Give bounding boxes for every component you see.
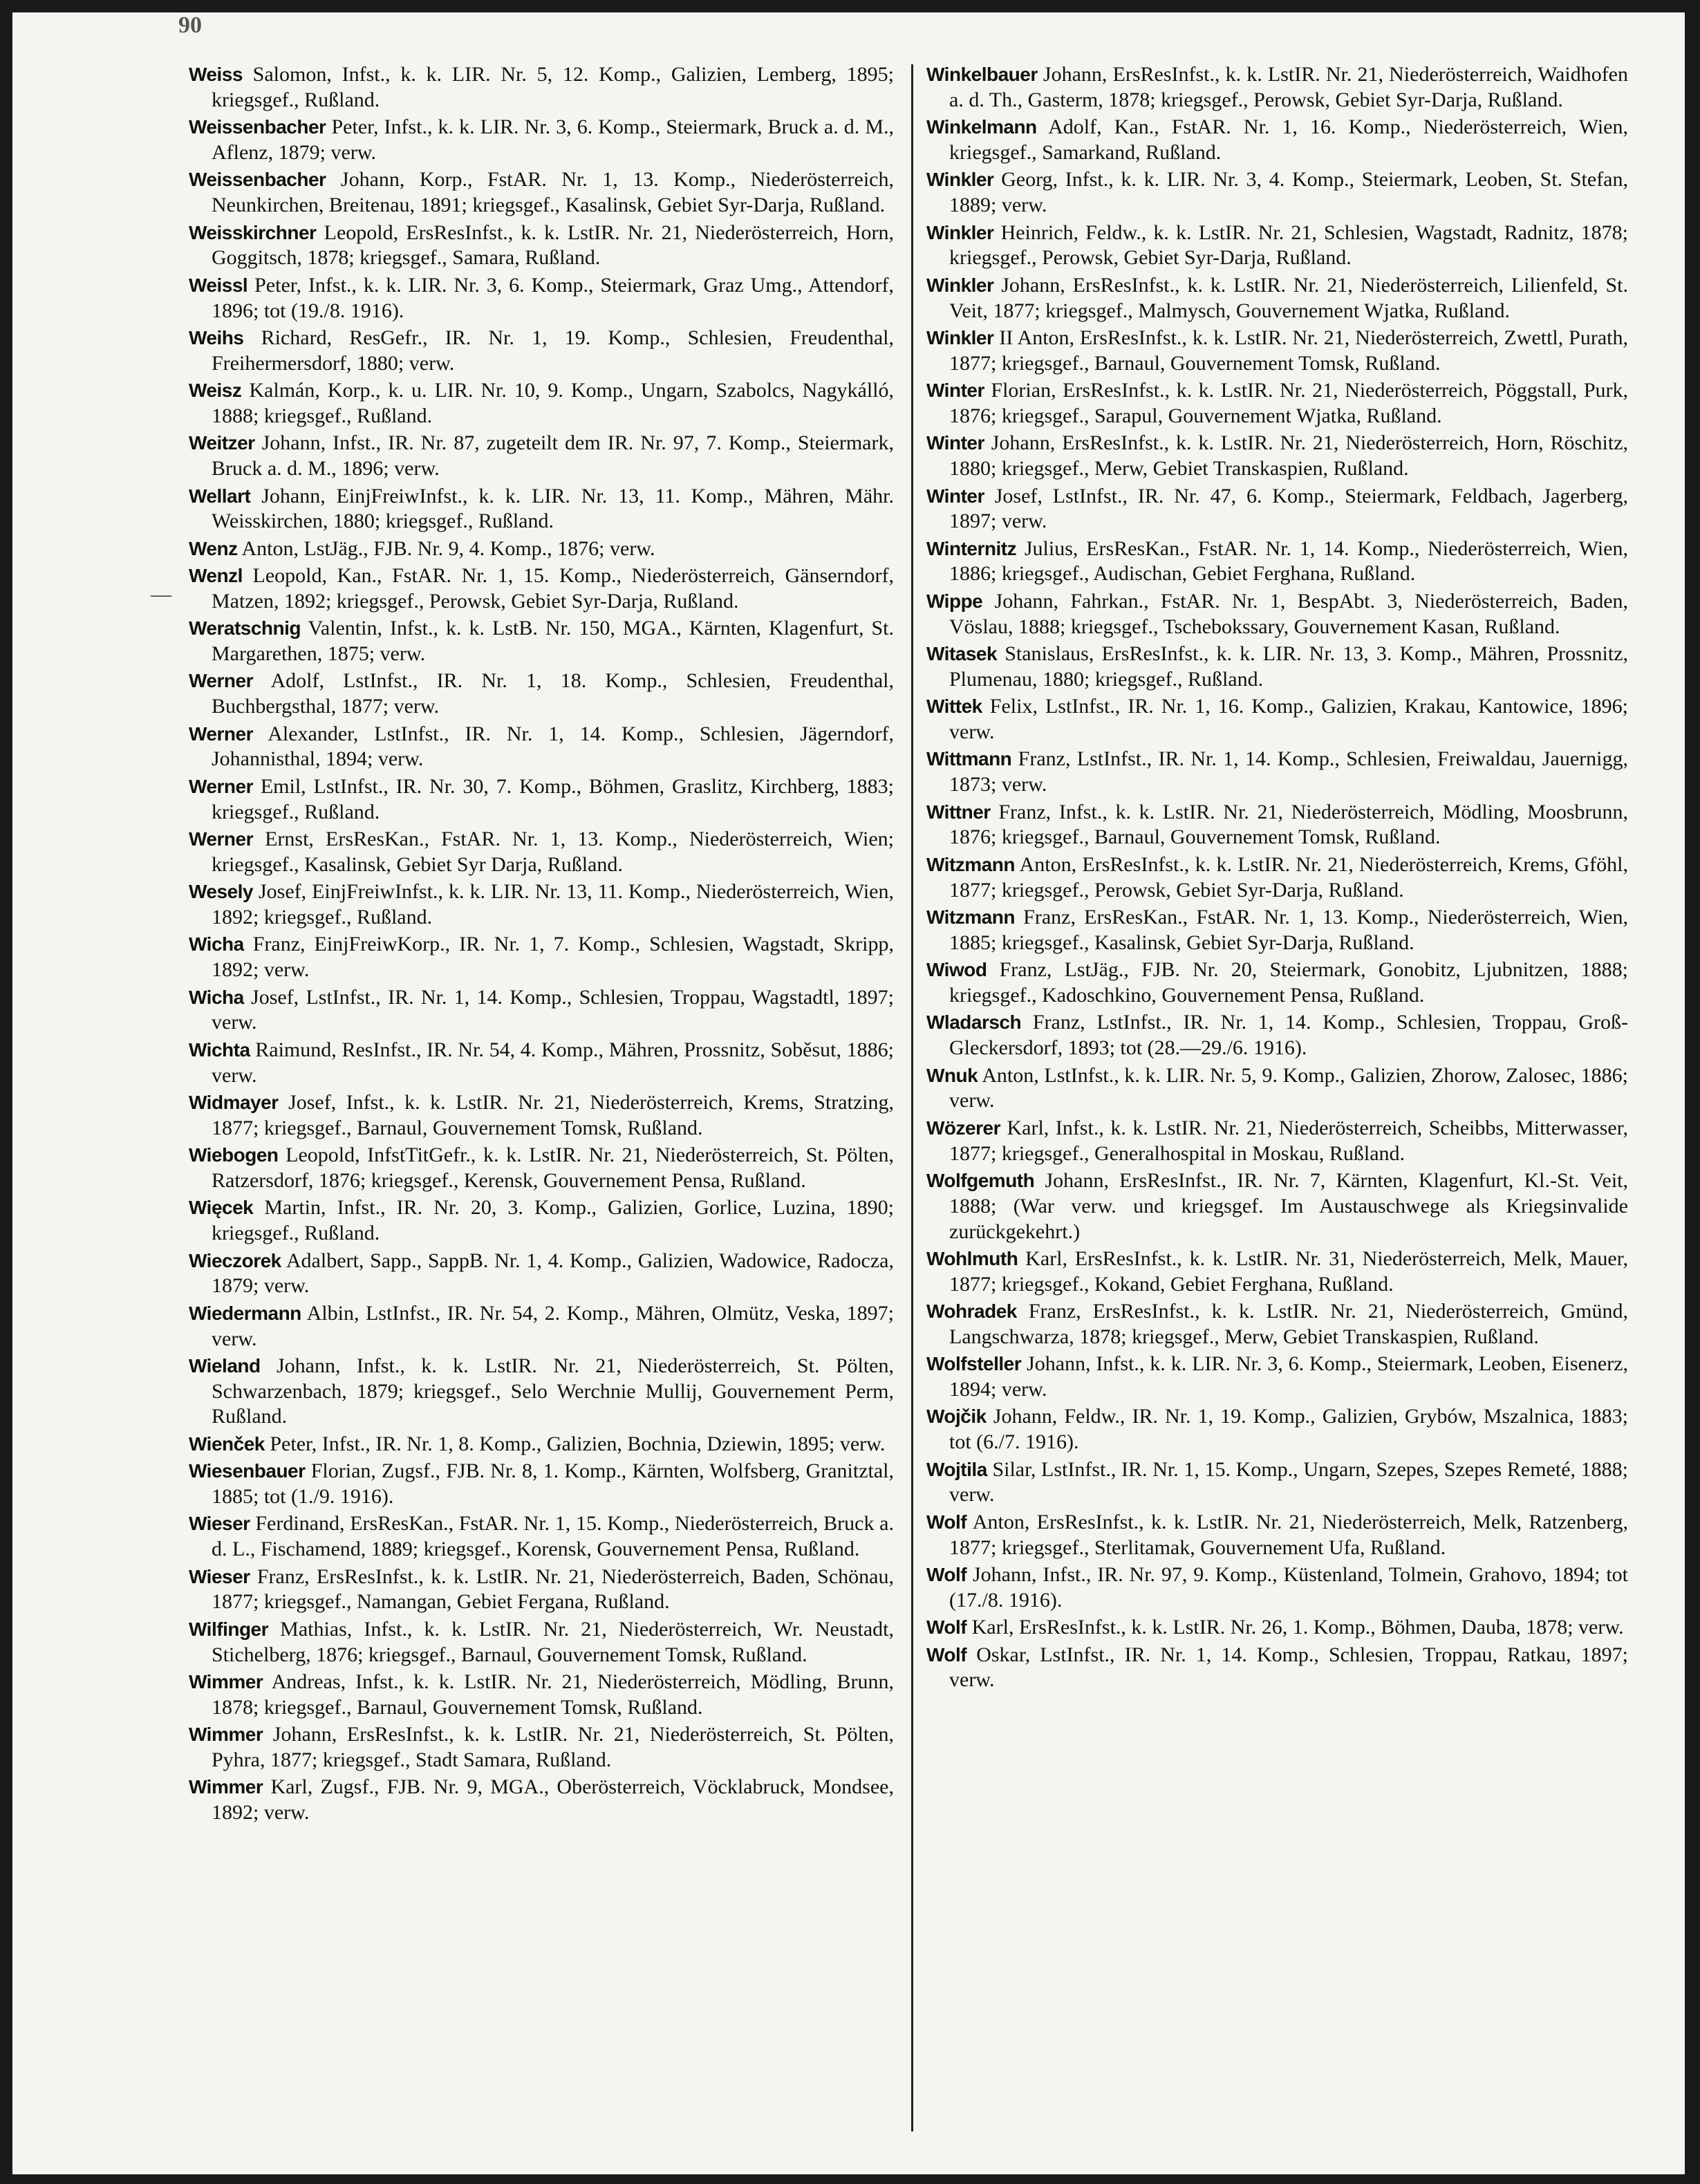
entry-surname: Witasek	[926, 643, 998, 665]
entry-details: Albin, LstInfst., IR. Nr. 54, 2. Komp., Mähren, Olmütz, Veska, 1897; verw.	[212, 1301, 894, 1350]
casualty-entry	[189, 616, 894, 667]
entry-surname: Wenz	[189, 537, 238, 559]
entry-surname: Widmayer	[189, 1091, 279, 1113]
entry-surname: Weiss	[189, 64, 243, 85]
casualty-entry	[926, 852, 1628, 904]
casualty-entry	[926, 62, 1628, 113]
casualty-entry	[926, 378, 1628, 429]
entry-details: Ernst, ErsResKan., FstAR. Nr. 1, 13. Komp., Niederösterreich, Wien; kriegsgef., Kasalinsk, Gebiet Syr Darja, Rußland.	[212, 828, 894, 876]
entry-surname: Wolfsteller	[926, 1353, 1022, 1375]
entry-details: Johann, Infst., IR. Nr. 97, 9. Komp., Küstenland, Tolmein, Grahovo, 1894; tot (17./8. 1916).	[949, 1563, 1629, 1612]
entry-details: Franz, LstInfst., IR. Nr. 1, 14. Komp., Schlesien, Freiwaldau, Jauernigg, 1873; verw.	[949, 747, 1628, 796]
casualty-entry	[926, 747, 1628, 798]
casualty-entry	[926, 1063, 1628, 1114]
entry-surname: Wieser	[189, 1513, 250, 1535]
casualty-entry	[189, 985, 894, 1036]
entry-surname: Winkelmann	[926, 116, 1037, 138]
entry-surname: Wohradek	[926, 1300, 1017, 1323]
entry-surname: Więcek	[189, 1197, 254, 1219]
entry-surname: Weihs	[189, 326, 244, 348]
entry-details: Heinrich, Feldw., k. k. LstIR. Nr. 21, Schlesien, Wagstadt, Radnitz, 1878; kriegsgef., Perowsk, Gebiet Syr-Darja, Rußland.	[949, 221, 1629, 270]
casualty-entry	[189, 879, 894, 931]
entry-details: Alexander, LstInfst., IR. Nr. 1, 14. Komp., Schlesien, Jägerndorf, Johannisthal, 1894; verw.	[212, 722, 894, 771]
casualty-entry	[926, 1510, 1628, 1561]
entry-surname: Wiebogen	[189, 1144, 279, 1166]
casualty-entry	[926, 273, 1628, 324]
entry-details: II Anton, ErsResInfst., k. k. LstIR. Nr. 21, Niederösterreich, Zwettl, Purath, 1877; kriegsgef., Barnaul, Gouvernement Tomsk, Rußland.	[949, 326, 1628, 375]
casualty-entry	[189, 484, 894, 535]
casualty-entry	[189, 273, 894, 324]
entry-details: Karl, Zugsf., FJB. Nr. 9, MGA., Oberösterreich, Vöcklabruck, Mondsee, 1892; verw.	[212, 1775, 894, 1824]
entry-surname: Winter	[926, 432, 984, 454]
entry-details: Franz, ErsResKan., FstAR. Nr. 1, 13. Komp., Niederösterreich, Wien, 1885; kriegsgef., Kasalinsk, Gebiet Syr-Darja, Rußland.	[949, 906, 1629, 954]
entry-details: Franz, LstJäg., FJB. Nr. 20, Steiermark, Gonobitz, Ljubnitzen, 1888; kriegsgef., Kadoschkino, Gouvernement Pensa, Rußland.	[949, 958, 1629, 1007]
casualty-entry	[189, 563, 894, 615]
entry-surname: Wolfgemuth	[926, 1169, 1035, 1191]
casualty-entry	[189, 1195, 894, 1247]
margin-mark: —	[151, 583, 171, 606]
entry-details: Johann, EinjFreiwInfst., k. k. LIR. Nr. 13, 11. Komp., Mähren, Mähr. Weisskirchen, 1880; kriegsgef., Rußland.	[212, 484, 894, 533]
entry-surname: Wilfinger	[189, 1618, 269, 1640]
entry-surname: Wolf	[926, 1616, 967, 1639]
casualty-entry	[189, 722, 894, 773]
casualty-entry	[926, 1010, 1628, 1061]
entry-surname: Witzmann	[926, 906, 1015, 928]
casualty-entry	[926, 1168, 1628, 1244]
casualty-entry	[926, 167, 1628, 218]
casualty-entry	[189, 1459, 894, 1510]
entry-surname: Werner	[189, 775, 253, 797]
entry-surname: Wellart	[189, 485, 251, 507]
casualty-entry	[189, 221, 894, 272]
entry-details: Johann, Feldw., IR. Nr. 1, 19. Komp., Galizien, Grybów, Mszalnica, 1883; tot (6./7. 1916).	[949, 1405, 1628, 1454]
entry-surname: Winkler	[926, 221, 994, 243]
casualty-entry	[926, 800, 1628, 851]
column-divider	[911, 64, 913, 2131]
casualty-entry	[926, 1116, 1628, 1167]
entry-details: Raimund, ResInfst., IR. Nr. 54, 4. Komp., Mähren, Prossnitz, Soběsut, 1886; verw.	[212, 1038, 895, 1087]
casualty-entry	[926, 431, 1628, 482]
entry-details: Franz, ErsResInfst., k. k. LstIR. Nr. 21, Niederösterreich, Gmünd, Langschwarza, 1878; kriegsgef., Merw, Gebiet Transkaspien, Rußland.	[949, 1300, 1629, 1348]
casualty-entry	[926, 221, 1628, 272]
entry-details: Salomon, Infst., k. k. LIR. Nr. 5, 12. Komp., Galizien, Lemberg, 1895; kriegsgef., Rußland.	[212, 63, 894, 111]
entry-details: Valentin, Infst., k. k. LstB. Nr. 150, MGA., Kärnten, Klagenfurt, St. Margarethen, 1875; verw.	[212, 617, 894, 666]
entry-details: Johann, ErsResInfst., k. k. LstIR. Nr. 21, Niederösterreich, Waidhofen a. d. Th., Gasterm, 1878; kriegsgef., Perowsk, Gebiet Syr-Darja, Rußland.	[949, 63, 1628, 111]
casualty-entry	[189, 1354, 894, 1430]
entry-surname: Wojtila	[926, 1458, 987, 1480]
entry-details: Johann, ErsResInfst., k. k. LstIR. Nr. 21, Niederösterreich, St. Pölten, Pyhra, 1877; kriegsgef., Stadt Samara, Rußland.	[212, 1723, 895, 1771]
entry-details: Peter, Infst., IR. Nr. 1, 8. Komp., Galizien, Bochnia, Dziewin, 1895; verw.	[270, 1432, 886, 1455]
entry-details: Georg, Infst., k. k. LIR. Nr. 3, 4. Komp., Steiermark, Leoben, St. Stefan, 1889; verw.	[949, 168, 1628, 217]
entry-surname: Winkelbauer	[926, 64, 1038, 85]
entry-details: Johann, Infst., k. k. LIR. Nr. 3, 6. Komp., Steiermark, Leoben, Eisenerz, 1894; verw.	[949, 1352, 1629, 1401]
entry-details: Josef, LstInfst., IR. Nr. 47, 6. Komp., Steiermark, Feldbach, Jagerberg, 1897; verw.	[949, 484, 1629, 533]
entry-surname: Wittmann	[926, 748, 1012, 770]
entry-details: Andreas, Infst., k. k. LstIR. Nr. 21, Niederösterreich, Mödling, Brunn, 1878; kriegsgef., Barnaul, Gouvernement Tomsk, Rußland.	[212, 1670, 894, 1719]
entry-surname: Werner	[189, 670, 253, 692]
entry-surname: Wojčik	[926, 1406, 987, 1428]
entry-details: Adalbert, Sapp., SappB. Nr. 1, 4. Komp., Galizien, Wadowice, Radocza, 1879; verw.	[212, 1249, 894, 1298]
casualty-entry	[189, 1670, 894, 1721]
casualty-entry	[189, 1565, 894, 1616]
entry-details: Peter, Infst., k. k. LIR. Nr. 3, 6. Komp., Steiermark, Bruck a. d. M., Aflenz, 1879; verw.	[212, 115, 895, 164]
entry-surname: Weratschnig	[189, 617, 301, 640]
entry-details: Johann, Fahrkan., FstAR. Nr. 1, BespAbt. 3, Niederösterreich, Baden, Vöslau, 1888; kriegsgef., Tschebokssary, Gouvernement Kasan, Rußland.	[949, 589, 1629, 638]
entry-surname: Werner	[189, 828, 253, 850]
casualty-entry	[189, 431, 894, 482]
casualty-entry	[189, 1775, 894, 1826]
entry-details: Leopold, InfstTitGefr., k. k. LstIR. Nr. 21, Niederösterreich, St. Pölten, Ratzersdorf, 1876; kriegsgef., Kerensk, Gouvernement Pensa, Rußland.	[212, 1144, 894, 1192]
entry-details: Johann, ErsResInfst., IR. Nr. 7, Kärnten, Klagenfurt, Kl.-St. Veit, 1888; (War verw. und kriegsgef. Im Austauschwege als Kriegsinvalide zurückgekehrt.)	[949, 1168, 1628, 1243]
entry-surname: Wözerer	[926, 1117, 1000, 1139]
casualty-entry	[926, 484, 1628, 535]
entry-surname: Wohlmuth	[926, 1247, 1018, 1269]
entry-details: Johann, Infst., k. k. LstIR. Nr. 21, Niederösterreich, St. Pölten, Schwarzenbach, 1879; kriegsgef., Selo Werchnie Mullij, Gouvernement Perm, Rußland.	[212, 1354, 894, 1428]
casualty-entry	[189, 1301, 894, 1352]
casualty-entry	[189, 1038, 894, 1089]
entry-details: Johann, Infst., IR. Nr. 87, zugeteilt dem IR. Nr. 97, 7. Komp., Steiermark, Bruck a. d. M., 1896; verw.	[212, 431, 894, 480]
casualty-entry	[926, 536, 1628, 588]
entry-details: Leopold, Kan., FstAR. Nr. 1, 15. Komp., Niederösterreich, Gänserndorf, Matzen, 1892; kriegsgef., Perowsk, Gebiet Syr-Darja, Rußland.	[212, 564, 894, 613]
entry-details: Johann, ErsResInfst., k. k. LstIR. Nr. 21, Niederösterreich, Horn, Röschitz, 1880; kriegsgef., Merw, Gebiet Transkaspien, Rußland.	[949, 431, 1629, 480]
entry-surname: Wesely	[189, 881, 253, 903]
entry-surname: Wieser	[189, 1565, 250, 1587]
entry-surname: Werner	[189, 722, 253, 745]
entry-details: Kalmán, Korp., k. u. LIR. Nr. 10, 9. Komp., Ungarn, Szabolcs, Nagykálló, 1888; kriegsgef., Rußland.	[212, 379, 894, 427]
entry-details: Josef, LstInfst., IR. Nr. 1, 14. Komp., Schlesien, Troppau, Wagstadtl, 1897; verw.	[212, 985, 894, 1034]
casualty-entry	[926, 326, 1628, 377]
entry-details: Julius, ErsResKan., FstAR. Nr. 1, 14. Komp., Niederösterreich, Wien, 1886; kriegsgef., Audischan, Gebiet Ferghana, Rußland.	[949, 536, 1629, 586]
entry-surname: Weissl	[189, 274, 248, 296]
casualty-entry	[189, 536, 894, 562]
casualty-entry	[926, 1643, 1628, 1694]
entry-surname: Wicha	[189, 986, 244, 1008]
casualty-entry	[189, 1249, 894, 1300]
casualty-entry	[189, 378, 894, 429]
entry-details: Josef, Infst., k. k. LstIR. Nr. 21, Niederösterreich, Krems, Stratzing, 1877; kriegsgef., Barnaul, Gouvernement Tomsk, Rußland.	[212, 1090, 895, 1139]
casualty-entry	[189, 827, 894, 878]
entry-details: Ferdinand, ErsResKan., FstAR. Nr. 1, 15. Komp., Niederösterreich, Bruck a. d. L., Fischamend, 1889; kriegsgef., Korensk, Gouvernement Pensa, Rußland.	[212, 1512, 894, 1561]
entry-surname: Wiesenbauer	[189, 1460, 306, 1482]
entry-details: Anton, ErsResInfst., k. k. LstIR. Nr. 21, Niederösterreich, Melk, Ratzenberg, 1877; kriegsgef., Sterlitamak, Gouvernement Ufa, Rußland.	[949, 1510, 1628, 1559]
entry-surname: Wladarsch	[926, 1011, 1022, 1034]
entry-details: Florian, Zugsf., FJB. Nr. 8, 1. Komp., Kärnten, Wolfsberg, Granitztal, 1885; tot (1./9. 1916).	[212, 1459, 895, 1509]
casualty-entry	[189, 1722, 894, 1773]
entry-details: Johann, ErsResInfst., k. k. LstIR. Nr. 21, Niederösterreich, Lilienfeld, St. Veit, 1877; kriegsgef., Malmysch, Gouvernement Wjatka, Rußland.	[949, 273, 1628, 322]
entry-details: Stanislaus, ErsResInfst., k. k. LIR. Nr. 13, 3. Komp., Mähren, Prossnitz, Plumenau, 1880; kriegsgef., Rußland.	[949, 642, 1629, 691]
right-column	[926, 62, 1628, 1695]
casualty-entry	[926, 958, 1628, 1009]
casualty-entry	[189, 669, 894, 720]
entry-surname: Winternitz	[926, 537, 1017, 559]
entry-surname: Weissenbacher	[189, 116, 326, 138]
casualty-entry	[189, 326, 894, 377]
entry-details: Mathias, Infst., k. k. LstIR. Nr. 21, Niederösterreich, Wr. Neustadt, Stichelberg, 1876; kriegsgef., Barnaul, Gouvernement Tomsk, Rußland.	[212, 1617, 894, 1666]
entry-surname: Wieczorek	[189, 1249, 281, 1271]
entry-surname: Winkler	[926, 326, 994, 348]
page-number: 90	[178, 12, 202, 38]
entry-details: Adolf, LstInfst., IR. Nr. 1, 18. Komp., Schlesien, Freudenthal, Buchbergsthal, 1877; verw.	[212, 669, 894, 718]
casualty-entry	[926, 1404, 1628, 1455]
entry-details: Franz, ErsResInfst., k. k. LstIR. Nr. 21, Niederösterreich, Baden, Schönau, 1877; kriegsgef., Namangan, Gebiet Fergana, Rußland.	[212, 1565, 894, 1614]
entry-surname: Winkler	[926, 169, 994, 191]
casualty-entry	[926, 905, 1628, 956]
entry-surname: Wimmer	[189, 1776, 263, 1798]
entry-surname: Wimmer	[189, 1724, 263, 1746]
entry-surname: Wolf	[926, 1511, 967, 1533]
entry-details: Emil, LstInfst., IR. Nr. 30, 7. Komp., Böhmen, Graslitz, Kirchberg, 1883; kriegsgef., Rußland.	[212, 774, 895, 823]
entry-surname: Wienček	[189, 1432, 265, 1455]
casualty-entry	[189, 167, 894, 218]
entry-details: Leopold, ErsResInfst., k. k. LstIR. Nr. 21, Niederösterreich, Horn, Goggitsch, 1878; kriegsgef., Samara, Rußland.	[212, 221, 895, 270]
casualty-entry	[926, 642, 1628, 693]
entry-surname: Wichta	[189, 1038, 250, 1061]
entry-details: Josef, EinjFreiwInfst., k. k. LIR. Nr. 13, 11. Komp., Niederösterreich, Wien, 1892; kriegsgef., Rußland.	[212, 880, 895, 928]
casualty-entry	[926, 115, 1628, 166]
casualty-entry	[189, 932, 894, 983]
casualty-entry	[189, 1432, 894, 1457]
entry-surname: Weissenbacher	[189, 169, 326, 191]
entry-surname: Wittek	[926, 696, 982, 718]
casualty-entry	[189, 62, 894, 113]
casualty-entry	[926, 1562, 1628, 1614]
entry-details: Karl, ErsResInfst., k. k. LstIR. Nr. 26, 1. Komp., Böhmen, Dauba, 1878; verw.	[971, 1616, 1624, 1639]
entry-surname: Witzmann	[926, 853, 1015, 875]
entry-details: Karl, Infst., k. k. LstIR. Nr. 21, Niederösterreich, Scheibbs, Mitterwasser, 1877; kriegsgef., Generalhospital in Moskau, Rußland.	[949, 1116, 1628, 1165]
entry-details: Richard, ResGefr., IR. Nr. 1, 19. Komp., Schlesien, Freudenthal, Freihermersdorf, 1880; verw.	[212, 326, 894, 375]
entry-surname: Wicha	[189, 933, 244, 955]
casualty-entry	[189, 774, 894, 825]
casualty-entry	[189, 1511, 894, 1562]
entry-details: Anton, LstInfst., k. k. LIR. Nr. 5, 9. Komp., Galizien, Zhorow, Zalosec, 1886; verw.	[949, 1063, 1628, 1112]
casualty-entry	[926, 694, 1628, 745]
left-column	[189, 62, 894, 1828]
entry-surname: Wiwod	[926, 959, 987, 981]
entry-details: Anton, ErsResInfst., k. k. LstIR. Nr. 21, Niederösterreich, Krems, Gföhl, 1877; kriegsgef., Perowsk, Gebiet Syr-Darja, Rußland.	[949, 852, 1628, 902]
entry-details: Anton, LstJäg., FJB. Nr. 9, 4. Komp., 1876; verw.	[241, 536, 655, 560]
casualty-entry	[189, 1090, 894, 1141]
entry-surname: Wiedermann	[189, 1302, 301, 1324]
casualty-entry	[189, 115, 894, 166]
entry-details: Karl, ErsResInfst., k. k. LstIR. Nr. 31, Niederösterreich, Melk, Mauer, 1877; kriegsgef., Kokand, Gebiet Ferghana, Rußland.	[949, 1247, 1629, 1296]
entry-surname: Wittner	[926, 801, 991, 823]
casualty-entry	[926, 1247, 1628, 1298]
entry-surname: Wolf	[926, 1643, 967, 1665]
entry-surname: Winter	[926, 485, 984, 507]
entry-details: Peter, Infst., k. k. LIR. Nr. 3, 6. Komp., Steiermark, Graz Umg., Attendorf, 1896; tot (19./8. 1916).	[212, 273, 895, 322]
entry-details: Johann, Korp., FstAR. Nr. 1, 13. Komp., Niederösterreich, Neunkirchen, Breitenau, 1891; kriegsgef., Kasalinsk, Gebiet Syr-Darja, Rußland.	[212, 168, 894, 217]
casualty-entry	[926, 1352, 1628, 1403]
entry-details: Florian, ErsResInfst., k. k. LstIR. Nr. 21, Niederösterreich, Pöggstall, Purk, 1876; kriegsgef., Sarapul, Gouvernement Wjatka, Rußland.	[949, 379, 1628, 427]
entry-details: Adolf, Kan., FstAR. Nr. 1, 16. Komp., Niederösterreich, Wien, kriegsgef., Samarkand, Rußland.	[949, 115, 1628, 164]
entry-surname: Weitzer	[189, 432, 255, 454]
casualty-entry	[926, 1457, 1628, 1509]
entry-surname: Wnuk	[926, 1064, 978, 1086]
casualty-entry	[189, 1617, 894, 1668]
entry-surname: Winter	[926, 380, 984, 402]
entry-surname: Wenzl	[189, 565, 243, 587]
entry-details: Franz, EinjFreiwKorp., IR. Nr. 1, 7. Komp., Schlesien, Wagstadt, Skripp, 1892; verw.	[212, 933, 894, 982]
entry-surname: Winkler	[926, 274, 994, 296]
entry-details: Oskar, LstInfst., IR. Nr. 1, 14. Komp., Schlesien, Troppau, Ratkau, 1897; verw.	[949, 1643, 1629, 1692]
entry-surname: Weisskirchner	[189, 221, 317, 243]
casualty-entry	[926, 1299, 1628, 1350]
entry-surname: Wolf	[926, 1564, 967, 1586]
entry-details: Martin, Infst., IR. Nr. 20, 3. Komp., Galizien, Gorlice, Luzina, 1890; kriegsgef., Rußland.	[212, 1196, 895, 1245]
casualty-entry	[926, 589, 1628, 640]
casualty-entry	[189, 1143, 894, 1194]
entry-details: Franz, Infst., k. k. LstIR. Nr. 21, Niederösterreich, Mödling, Moosbrunn, 1876; kriegsgef., Barnaul, Gouvernement Tomsk, Rußland.	[949, 800, 1629, 849]
entry-surname: Wieland	[189, 1354, 261, 1376]
casualty-entry	[926, 1615, 1628, 1641]
entry-surname: Wimmer	[189, 1671, 263, 1693]
entry-details: Felix, LstInfst., IR. Nr. 1, 16. Komp., Galizien, Krakau, Kantowice, 1896; verw.	[949, 695, 1629, 744]
entry-surname: Wippe	[926, 590, 983, 612]
entry-details: Franz, LstInfst., IR. Nr. 1, 14. Komp., Schlesien, Troppau, Groß-Gleckersdorf, 1893; tot (28.—29./6. 1916).	[949, 1011, 1628, 1060]
entry-details: Silar, LstInfst., IR. Nr. 1, 15. Komp., Ungarn, Szepes, Szepes Remeté, 1888; verw.	[949, 1457, 1629, 1506]
entry-surname: Weisz	[189, 380, 242, 402]
